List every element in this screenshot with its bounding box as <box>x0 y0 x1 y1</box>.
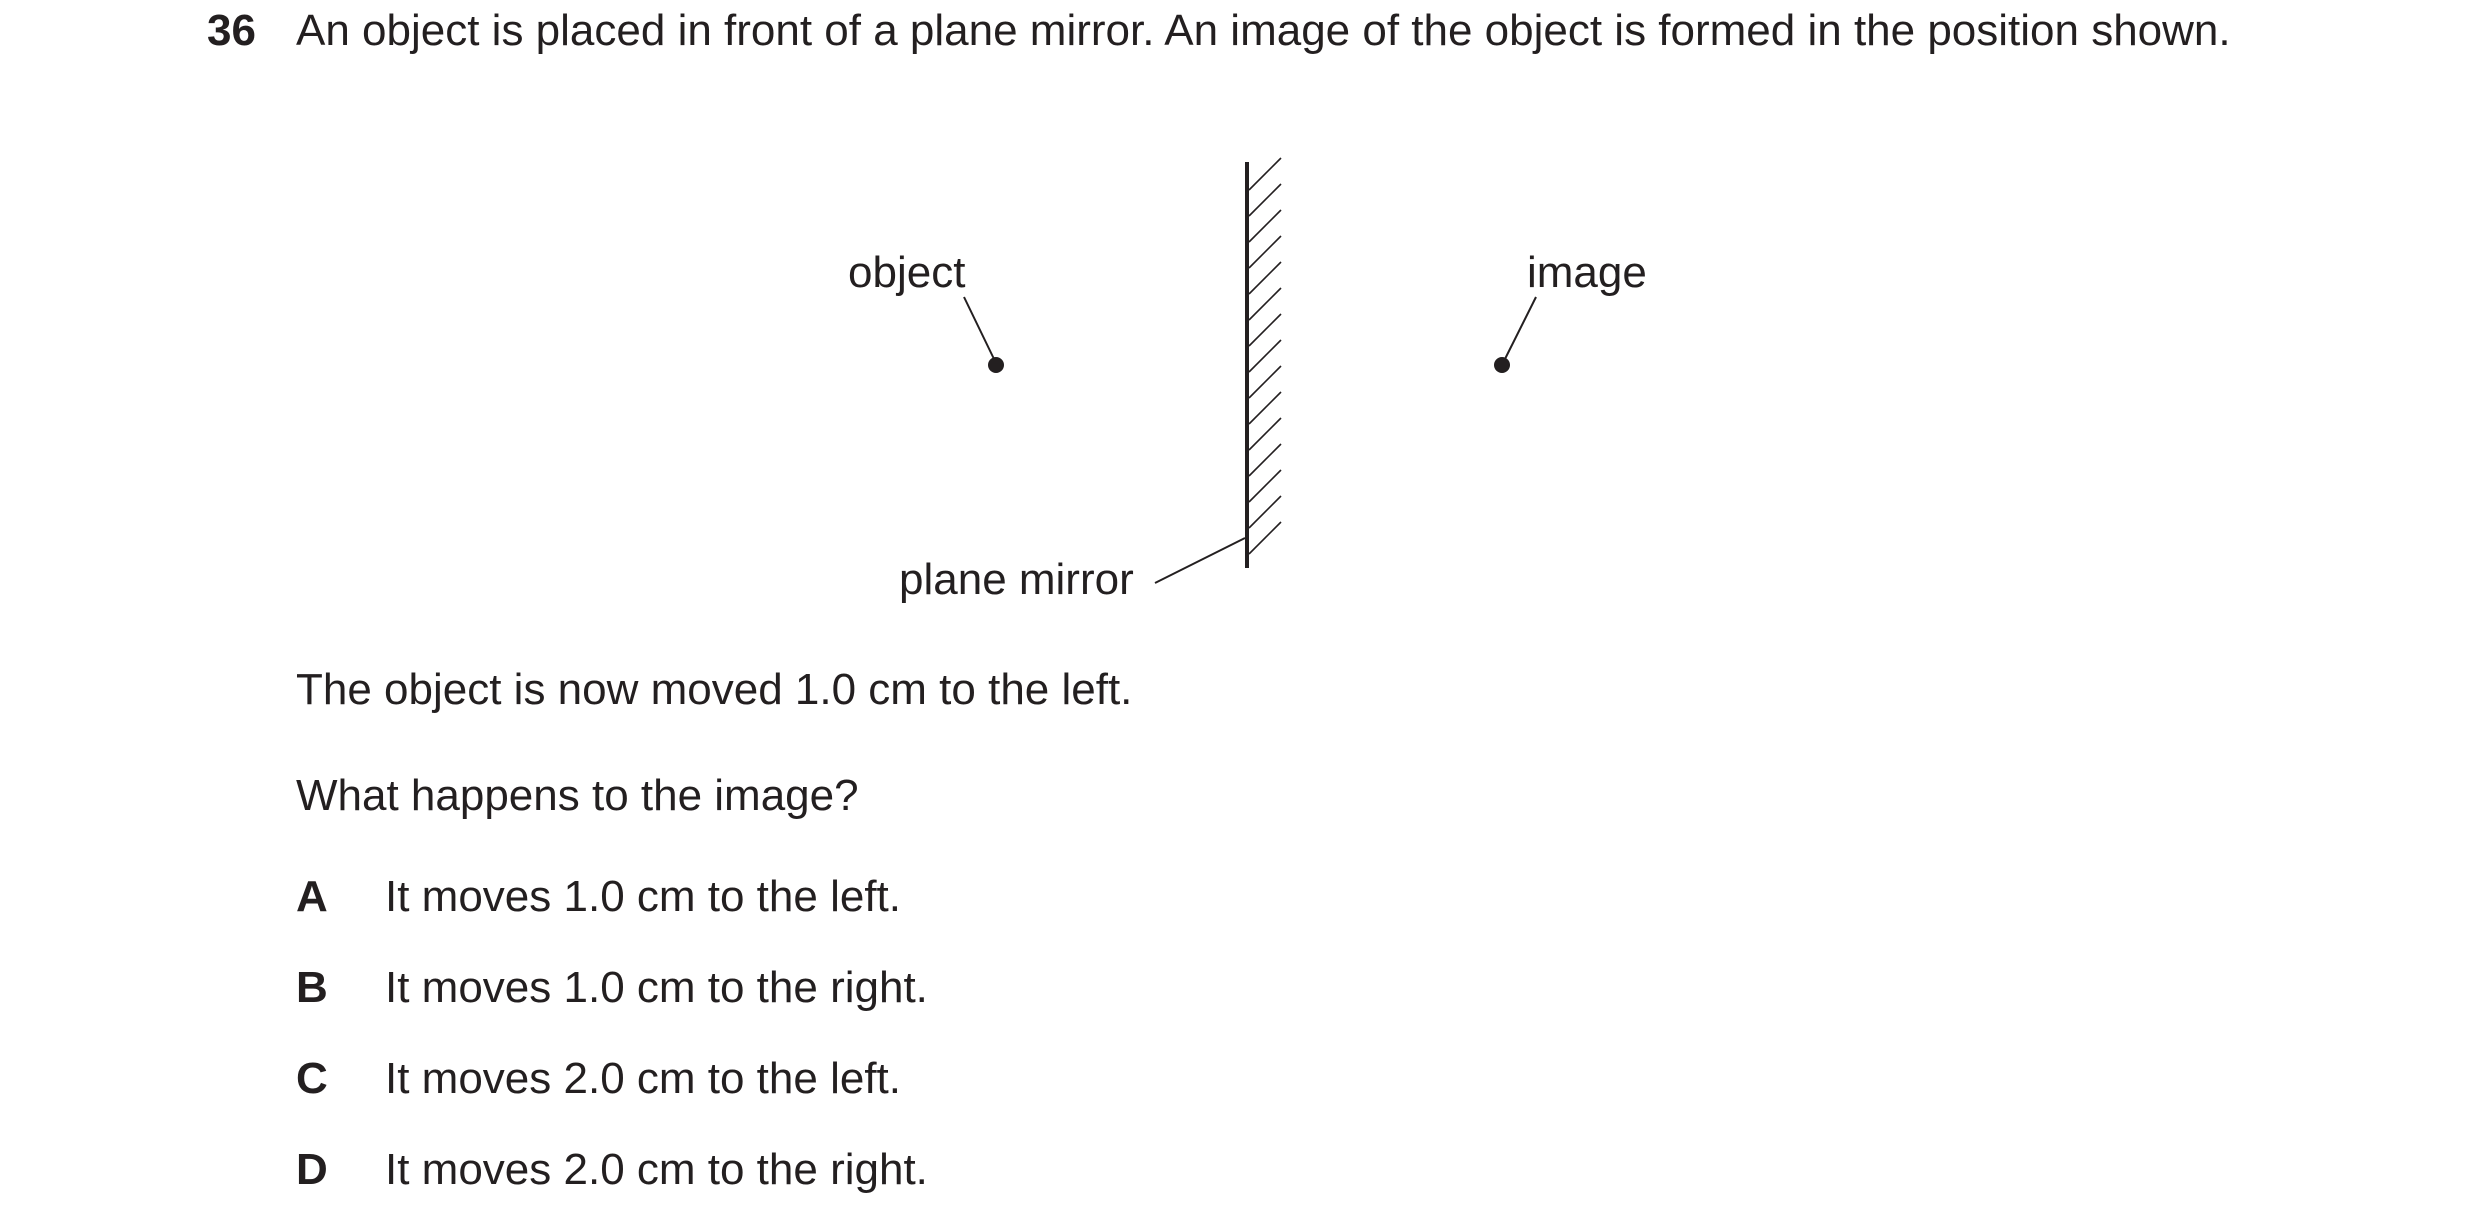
hatch-line <box>1249 366 1281 398</box>
image-point <box>1494 357 1510 373</box>
hatch-line <box>1249 158 1281 190</box>
hatch-line <box>1249 288 1281 320</box>
image-leader-line <box>1505 297 1536 359</box>
hatch-line <box>1249 392 1281 424</box>
question-number: 36 <box>207 6 256 55</box>
hatch-line <box>1249 236 1281 268</box>
mirror-hatching <box>1249 158 1281 554</box>
hatch-line <box>1249 496 1281 528</box>
hatch-line <box>1249 340 1281 372</box>
object-label: object <box>848 248 966 297</box>
option-text: It moves 1.0 cm to the left. <box>385 872 901 921</box>
plane-mirror-label: plane mirror <box>899 555 1134 604</box>
option-letter: C <box>296 1054 328 1103</box>
hatch-line <box>1249 444 1281 476</box>
hatch-line <box>1249 418 1281 450</box>
option-letter: A <box>296 872 328 921</box>
hatch-line <box>1249 262 1281 294</box>
option-text: It moves 2.0 cm to the right. <box>385 1145 928 1194</box>
hatch-line <box>1249 314 1281 346</box>
hatch-line <box>1249 522 1281 554</box>
option-text: It moves 2.0 cm to the left. <box>385 1054 901 1103</box>
hatch-line <box>1249 184 1281 216</box>
object-leader-line <box>964 297 994 359</box>
option-text: It moves 1.0 cm to the right. <box>385 963 928 1012</box>
option-letter: D <box>296 1145 328 1194</box>
prompt-text: What happens to the image? <box>296 771 859 820</box>
mirror-leader-line <box>1155 538 1245 583</box>
image-label: image <box>1527 248 1647 297</box>
hatch-line <box>1249 470 1281 502</box>
object-point <box>988 357 1004 373</box>
hatch-line <box>1249 210 1281 242</box>
statement-text: The object is now moved 1.0 cm to the left. <box>296 665 1133 714</box>
option-letter: B <box>296 963 328 1012</box>
question-stem: An object is placed in front of a plane mirror. An image of the object is formed in the position shown. <box>296 6 2231 55</box>
